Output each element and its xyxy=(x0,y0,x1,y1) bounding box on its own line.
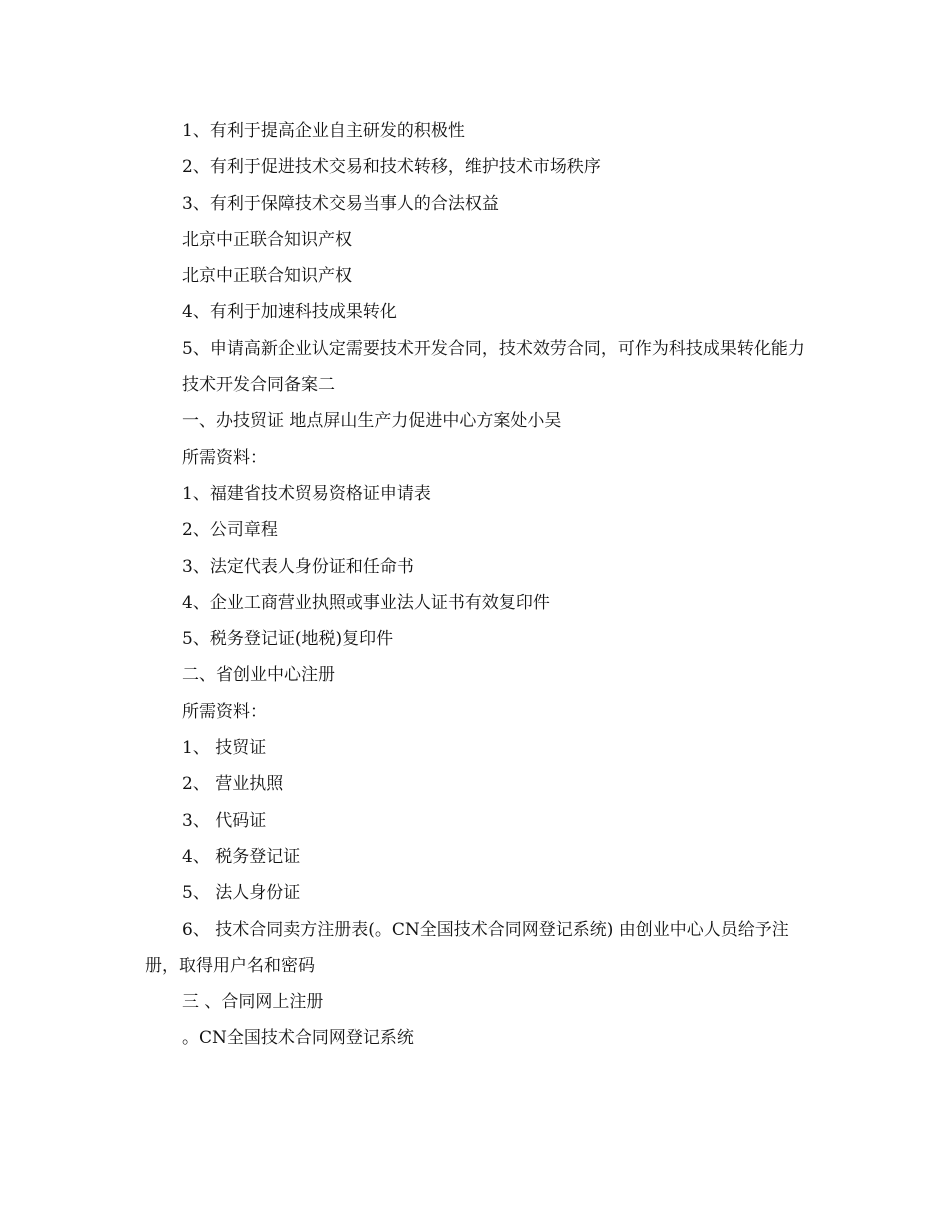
paragraph-3: 3、有利于保障技术交易当事人的合法权益 xyxy=(182,193,499,214)
paragraph-12: 2、公司章程 xyxy=(182,520,278,541)
section-heading-2: 技术开发合同备案二 xyxy=(182,375,335,396)
paragraph-1: 1、有利于提高企业自主研发的积极性 xyxy=(182,121,465,141)
paragraph-13: 3、法定代表人身份证和任命书 xyxy=(182,556,414,577)
paragraph-9: 一、办技贸证 地点屏山生产力促进中心方案处小吴 xyxy=(182,411,562,432)
paragraph-18: 1、 技贸证 xyxy=(182,738,267,759)
paragraph-4: 北京中正联合知识产权 xyxy=(182,229,352,250)
paragraph-7: 5、申请高新企业认定需要技术开发合同，技术效劳合同，可作为科技成果转化能力 xyxy=(182,338,805,359)
paragraph-25: 。CN全国技术合同网登记系统 xyxy=(182,1028,414,1049)
paragraph-21: 4、 税务登记证 xyxy=(182,846,301,867)
paragraph-6: 4、有利于加速科技成果转化 xyxy=(182,302,397,323)
paragraph-17: 所需资料： xyxy=(182,701,267,722)
paragraph-23: 6、 技术合同卖方注册表(。CN全国技术合同网登记系统) 由创业中心人员给予注册，取得用户名和密码 xyxy=(145,919,789,976)
paragraph-20: 3、 代码证 xyxy=(182,810,267,831)
paragraph-24: 三 、合同网上注册 xyxy=(182,992,324,1013)
paragraph-14: 4、企业工商营业执照或事业法人证书有效复印件 xyxy=(182,592,550,613)
paragraph-5: 北京中正联合知识产权 xyxy=(182,266,352,287)
paragraph-19: 2、 营业执照 xyxy=(182,774,284,795)
paragraph-22: 5、 法人身份证 xyxy=(182,883,301,904)
paragraph-11: 1、福建省技术贸易资格证申请表 xyxy=(182,483,431,504)
paragraph-10: 所需资料： xyxy=(182,447,267,468)
paragraph-2: 2、有利于促进技术交易和技术转移，维护技术市场秩序 xyxy=(182,157,601,178)
paragraph-15: 5、税务登记证(地税)复印件 xyxy=(182,629,394,650)
paragraph-16: 二、省创业中心注册 xyxy=(182,665,335,686)
document-body xyxy=(145,113,820,1057)
